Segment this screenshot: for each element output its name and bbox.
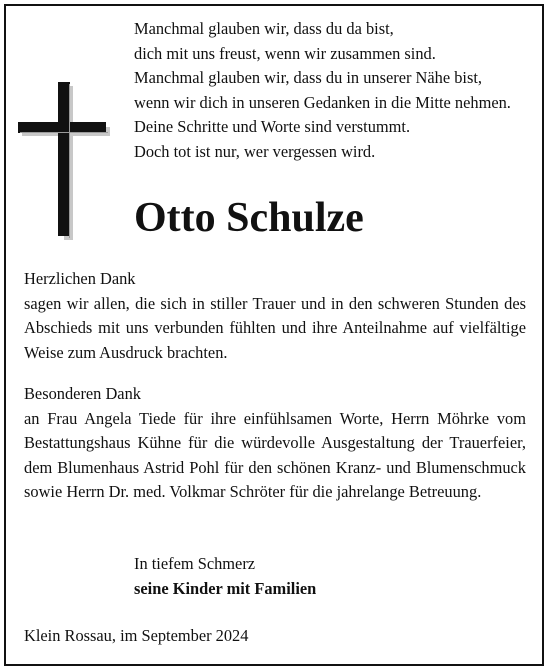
poem-line: dich mit uns freust, wenn wir zusammen sind.: [134, 43, 436, 63]
special-thanks-heading: Besonderen Dank: [24, 384, 141, 403]
signature-intro: In tiefem Schmerz: [134, 554, 256, 573]
memorial-poem: [134, 17, 534, 165]
poem-line: Doch tot ist nur, wer vergessen wird.: [134, 141, 376, 161]
deceased-name: Otto Schulze: [134, 195, 364, 241]
signature-block: [134, 552, 316, 601]
signature-family: seine Kinder mit Familien: [134, 578, 317, 598]
general-thanks-heading: Herzlichen Dank: [24, 269, 136, 288]
poem-line: wenn wir dich in unseren Gedanken in die Mitte nehmen.: [134, 92, 511, 112]
poem-line: Manchmal glauben wir, dass du in unserer Nähe bist,: [134, 68, 483, 88]
special-thanks-section: [24, 382, 526, 505]
place-and-date: Klein Rossau, im September 2024: [24, 626, 249, 645]
cross-icon: [18, 82, 110, 242]
special-thanks-text: an Frau Angela Tiede für ihre einfühlsamen Worte, Herrn Möhrke vom Bestattungshaus Kühne für die würdevolle Ausgestaltung der Trauerfeier, dem Blumenhaus Astrid Pohl für den schönen Kranz- und Blumenschmuck sowie Herrn Dr. med. Volkmar Schröter für die jahrelange Betreuung.: [24, 408, 526, 502]
general-thanks-text: sagen wir allen, die sich in stiller Trauer und in den schweren Stunden des Abschieds mit uns verbunden fühlten und ihre Anteilnahme auf vielfältige Weise zum Ausdruck brachten.: [24, 293, 526, 362]
general-thanks-section: [24, 267, 526, 365]
poem-line: Deine Schritte und Worte sind verstummt.: [134, 117, 411, 137]
poem-line: Manchmal glauben wir, dass du da bist,: [134, 19, 394, 38]
